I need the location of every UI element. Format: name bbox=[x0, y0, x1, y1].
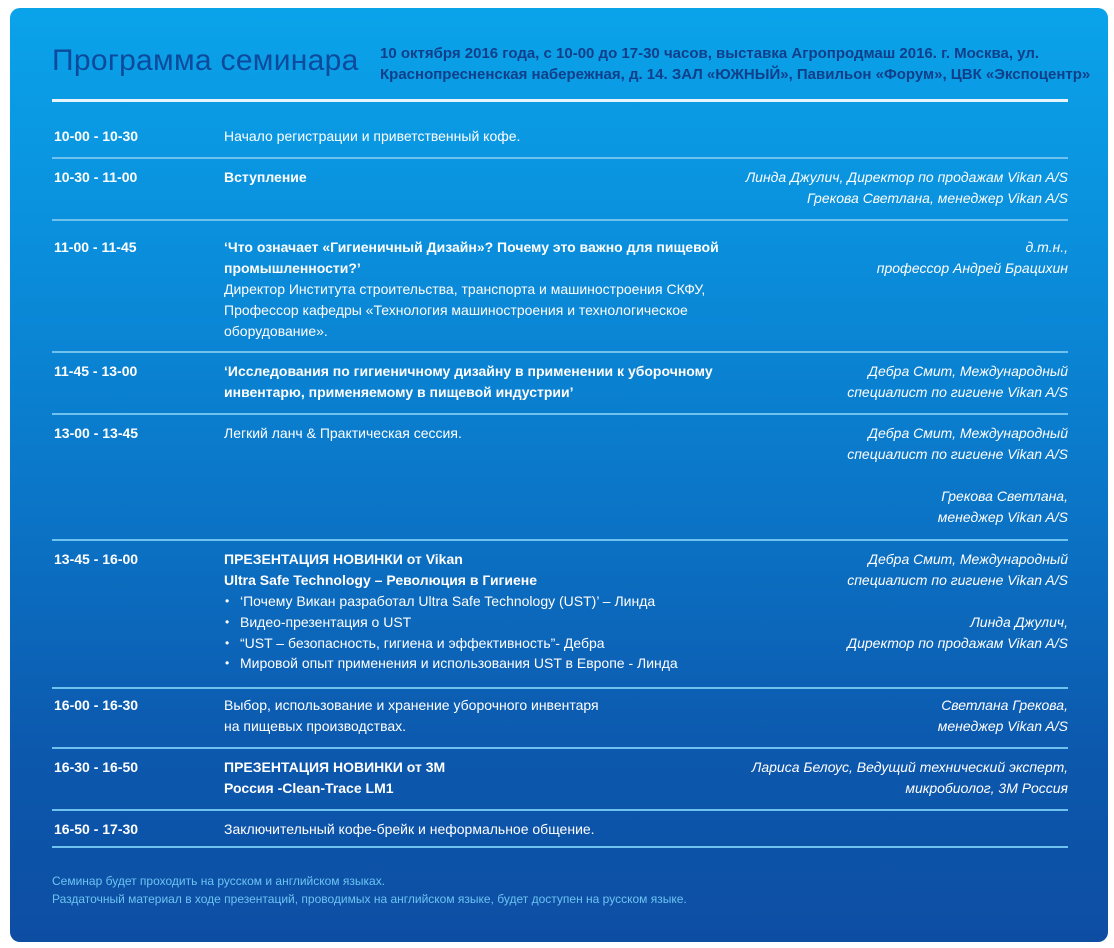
speaker-spacer bbox=[648, 591, 1068, 612]
session-text-line: на пищевых производствах. bbox=[224, 718, 407, 734]
header-divider bbox=[52, 99, 1068, 102]
seminar-program-card bbox=[10, 8, 1108, 942]
speaker-line: Линда Джулич, bbox=[970, 614, 1068, 630]
page-title: Программа семинара bbox=[52, 44, 359, 77]
footer-divider bbox=[52, 846, 1068, 848]
row-divider bbox=[52, 157, 1068, 159]
session-title-text: ‘Что означает «Гигиеничный Дизайн»? Почему это важно для пищевой промышленности?’ bbox=[224, 239, 719, 276]
bullet-item: • ‘Почему Викан разработал Ultra Safe Technology (UST)’ – Линда bbox=[240, 591, 784, 612]
bullet-item: • “UST – безопасность, гигиена и эффективность”- Дебра bbox=[240, 633, 784, 654]
footer-line: Раздаточный материал в ходе презентаций, проводимых на английском языке, будет доступен на русском языке. bbox=[52, 892, 687, 906]
speaker-line: специалист по гигиене Vikan A/S bbox=[847, 384, 1068, 400]
footer-note bbox=[52, 872, 687, 908]
speaker-line: Грекова Светлана, менеджер Vikan A/S bbox=[807, 190, 1068, 206]
session-subtitle-text: Россия -Clean-Trace LM1 bbox=[224, 780, 394, 796]
row-divider bbox=[52, 687, 1068, 689]
session-text bbox=[224, 126, 784, 147]
row-divider bbox=[52, 351, 1068, 353]
speaker-line: Директор по продажам Vikan A/S bbox=[847, 635, 1068, 651]
speaker-block bbox=[648, 361, 1068, 403]
speaker-block bbox=[648, 237, 1068, 279]
speaker-line: д.т.н., bbox=[1025, 239, 1068, 255]
time-slot: 13-45 - 16-00 bbox=[54, 551, 139, 567]
speaker-line: Светлана Грекова, bbox=[941, 697, 1068, 713]
speaker-line: Лариса Белоус, Ведущий технический эксперт, bbox=[751, 759, 1068, 775]
time-slot: 13-00 - 13-45 bbox=[54, 425, 139, 441]
speaker-spacer bbox=[648, 465, 1068, 486]
time-slot: 11-45 - 13-00 bbox=[54, 363, 138, 379]
speaker-line: Дебра Смит, Международный bbox=[868, 551, 1068, 567]
speaker-line: менеджер Vikan A/S bbox=[937, 509, 1068, 525]
footer-line: Семинар будет проходить на русском и английском языках. bbox=[52, 874, 386, 888]
speaker-block bbox=[628, 757, 1068, 799]
session-title-text: ‘Исследования по гигиеничному дизайну в применении к уборочному инвентарю, применяемому в пищевой индустрии’ bbox=[224, 363, 713, 400]
speaker-block bbox=[648, 423, 1068, 528]
session-title-text: Вступление bbox=[224, 169, 307, 185]
row-divider bbox=[52, 219, 1068, 221]
speaker-line: Грекова Светлана, bbox=[941, 488, 1068, 504]
speaker-block bbox=[648, 167, 1068, 209]
time-slot: 10-30 - 11-00 bbox=[54, 169, 138, 185]
session-text bbox=[224, 819, 784, 840]
event-details: 10 октября 2016 года, с 10-00 до 17-30 часов, выставка Агропродмаш 2016. г. Москва, ул. Краснопресненская набережная, д. 14. ЗАЛ «ЮЖНЫЙ», Павильон «Форум», ЦВК «Экспоцентр» bbox=[380, 45, 1091, 83]
speaker-line: специалист по гигиене Vikan A/S bbox=[847, 446, 1068, 462]
row-divider bbox=[52, 747, 1068, 749]
session-text-line: Начало регистрации и приветственный кофе. bbox=[224, 128, 521, 144]
time-slot: 16-50 - 17-30 bbox=[54, 821, 139, 837]
session-text-line: Заключительный кофе-брейк и неформальное общение. bbox=[224, 821, 595, 837]
speaker-line: менеджер Vikan A/S bbox=[937, 718, 1068, 734]
speaker-line: Дебра Смит, Международный bbox=[868, 425, 1068, 441]
time-slot: 16-30 - 16-50 bbox=[54, 759, 139, 775]
row-divider bbox=[52, 413, 1068, 415]
session-text-line: Выбор, использование и хранение уборочного инвентаря bbox=[224, 697, 599, 713]
speaker-line: Линда Джулич, Директор по продажам Vikan A/S bbox=[745, 169, 1068, 185]
speaker-line: специалист по гигиене Vikan A/S bbox=[847, 572, 1068, 588]
time-slot: 16-00 - 16-30 bbox=[54, 697, 139, 713]
session-subtitle-text: Ultra Safe Technology – Революция в Гигиене bbox=[224, 572, 538, 588]
session-text-line: Директор Института строительства, транспорта и машиностроения СКФУ, bbox=[224, 281, 706, 297]
session-text-line: Профессор кафедры «Технология машиностроения и технологическое оборудование». bbox=[224, 302, 688, 339]
speaker-line: профессор Андрей Брацихин bbox=[876, 260, 1068, 276]
speaker-block bbox=[648, 549, 1068, 654]
session-text-line: Легкий ланч & Практическая сессия. bbox=[224, 425, 462, 441]
row-divider bbox=[52, 809, 1068, 811]
time-slot: 10-00 - 10-30 bbox=[54, 128, 139, 144]
speaker-line: микробиолог, 3М Россия bbox=[905, 780, 1068, 796]
row-divider bbox=[52, 539, 1068, 541]
bullet-item: • Мировой опыт применения и использования UST в Европе - Линда bbox=[240, 653, 784, 674]
session-title-text: ПРЕЗЕНТАЦИЯ НОВИНКИ от 3М bbox=[224, 759, 446, 775]
bullet-item: • Видео-презентация о UST bbox=[240, 612, 784, 633]
speaker-line: Дебра Смит, Международный bbox=[868, 363, 1068, 379]
time-slot: 11-00 - 11-45 bbox=[54, 239, 137, 255]
speaker-block bbox=[648, 695, 1068, 737]
session-title-text: ПРЕЗЕНТАЦИЯ НОВИНКИ от Vikan bbox=[224, 551, 463, 567]
